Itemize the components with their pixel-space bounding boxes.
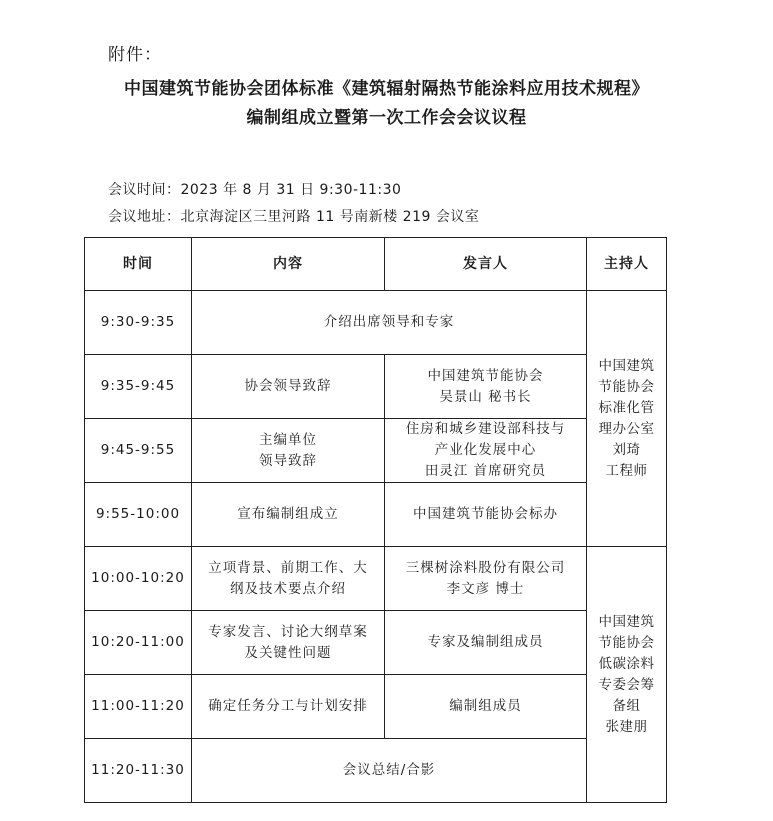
cell-line: 立项背景、前期工作、大 [208,559,368,576]
cell-line: 会议总结/合影 [342,762,436,778]
time-cell: 9:45-9:55 [85,419,192,483]
cell-line: 专家发言、讨论大纲草案 [208,623,368,640]
cell-line: 三棵树涂料股份有限公司 [405,559,566,576]
meeting-time: 会议时间：2023 年 8 月 31 日 9:30-11:30 [108,182,402,198]
cell-line: 及关键性问题 [244,644,332,661]
speaker-cell [385,547,587,611]
speaker-cell [385,483,587,547]
host-cell [587,547,667,803]
time-cell: 11:20-11:30 [85,739,192,803]
speaker-cell [385,675,587,739]
cell-line: 住房和城乡建设部科技与 [405,421,566,437]
cell-line: 专委会筹 [598,676,655,693]
content-cell [192,483,385,547]
cell-line: 低碳涂料 [598,655,655,672]
cell-line: 确定任务分工与计划安排 [208,698,368,714]
time-cell: 11:00-11:20 [85,675,192,739]
cell-line: 编制组成员 [449,698,522,714]
content-cell [192,419,385,483]
cell-line: 中国建筑 [598,357,655,374]
header-content: 内容 [192,238,385,291]
content-cell [192,291,587,355]
cell-line: 刘琦 [612,441,641,458]
table-row [85,483,667,547]
cell-line: 领导致辞 [259,452,317,469]
cell-line: 专家及编制组成员 [427,634,544,650]
speaker-cell [385,419,587,483]
content-cell [192,739,587,803]
attachment-label: 附件： [108,45,162,65]
table-row [85,547,667,611]
cell-line: 宣布编制组成立 [237,506,339,522]
cell-line: 张建朋 [605,718,648,735]
time-cell: 9:35-9:45 [85,355,192,419]
table-row [85,355,667,419]
cell-line: 中国建筑节能协会标办 [413,506,558,522]
time-cell: 9:30-9:35 [85,291,192,355]
cell-line: 标准化管 [598,399,655,416]
cell-line: 中国建筑 [598,613,655,630]
content-cell [192,547,385,611]
cell-line: 工程师 [605,462,648,479]
speaker-cell [385,355,587,419]
time-cell: 9:55-10:00 [85,483,192,547]
document-title-line-1: 中国建筑节能协会团体标准《建筑辐射隔热节能涂料应用技术规程》 [124,79,649,99]
cell-line: 主编单位 [259,431,317,448]
cell-line: 理办公室 [598,420,655,437]
cell-line: 吴景山 秘书长 [439,388,532,405]
agenda-body [85,291,667,803]
cell-line: 田灵江 首席研究员 [424,463,547,479]
document-title-line-2: 编制组成立暨第一次工作会会议议程 [246,108,527,128]
content-cell [192,675,385,739]
header-speaker: 发言人 [385,238,587,291]
content-cell [192,611,385,675]
table-row [85,739,667,803]
cell-line: 备组 [612,697,641,714]
table-row [85,611,667,675]
header-time: 时间 [85,238,192,291]
cell-line: 节能协会 [598,634,655,651]
time-cell: 10:00-10:20 [85,547,192,611]
content-cell [192,355,385,419]
cell-line: 产业化发展中心 [434,442,537,458]
agenda-table [84,237,667,803]
speaker-cell [385,611,587,675]
cell-line: 中国建筑节能协会 [427,367,544,384]
table-row [85,291,667,355]
header-host: 主持人 [587,238,667,291]
agenda-header-row [85,238,667,291]
meeting-place: 会议地址：北京海淀区三里河路 11 号南新楼 219 会议室 [108,209,480,225]
table-row [85,675,667,739]
table-row [85,419,667,483]
cell-line: 协会领导致辞 [244,378,332,394]
cell-line: 李文彦 博士 [446,580,525,597]
host-cell [587,291,667,547]
cell-line: 纲及技术要点介绍 [230,580,346,597]
time-cell: 10:20-11:00 [85,611,192,675]
cell-line: 介绍出席领导和专家 [323,314,455,330]
cell-line: 节能协会 [598,378,655,395]
